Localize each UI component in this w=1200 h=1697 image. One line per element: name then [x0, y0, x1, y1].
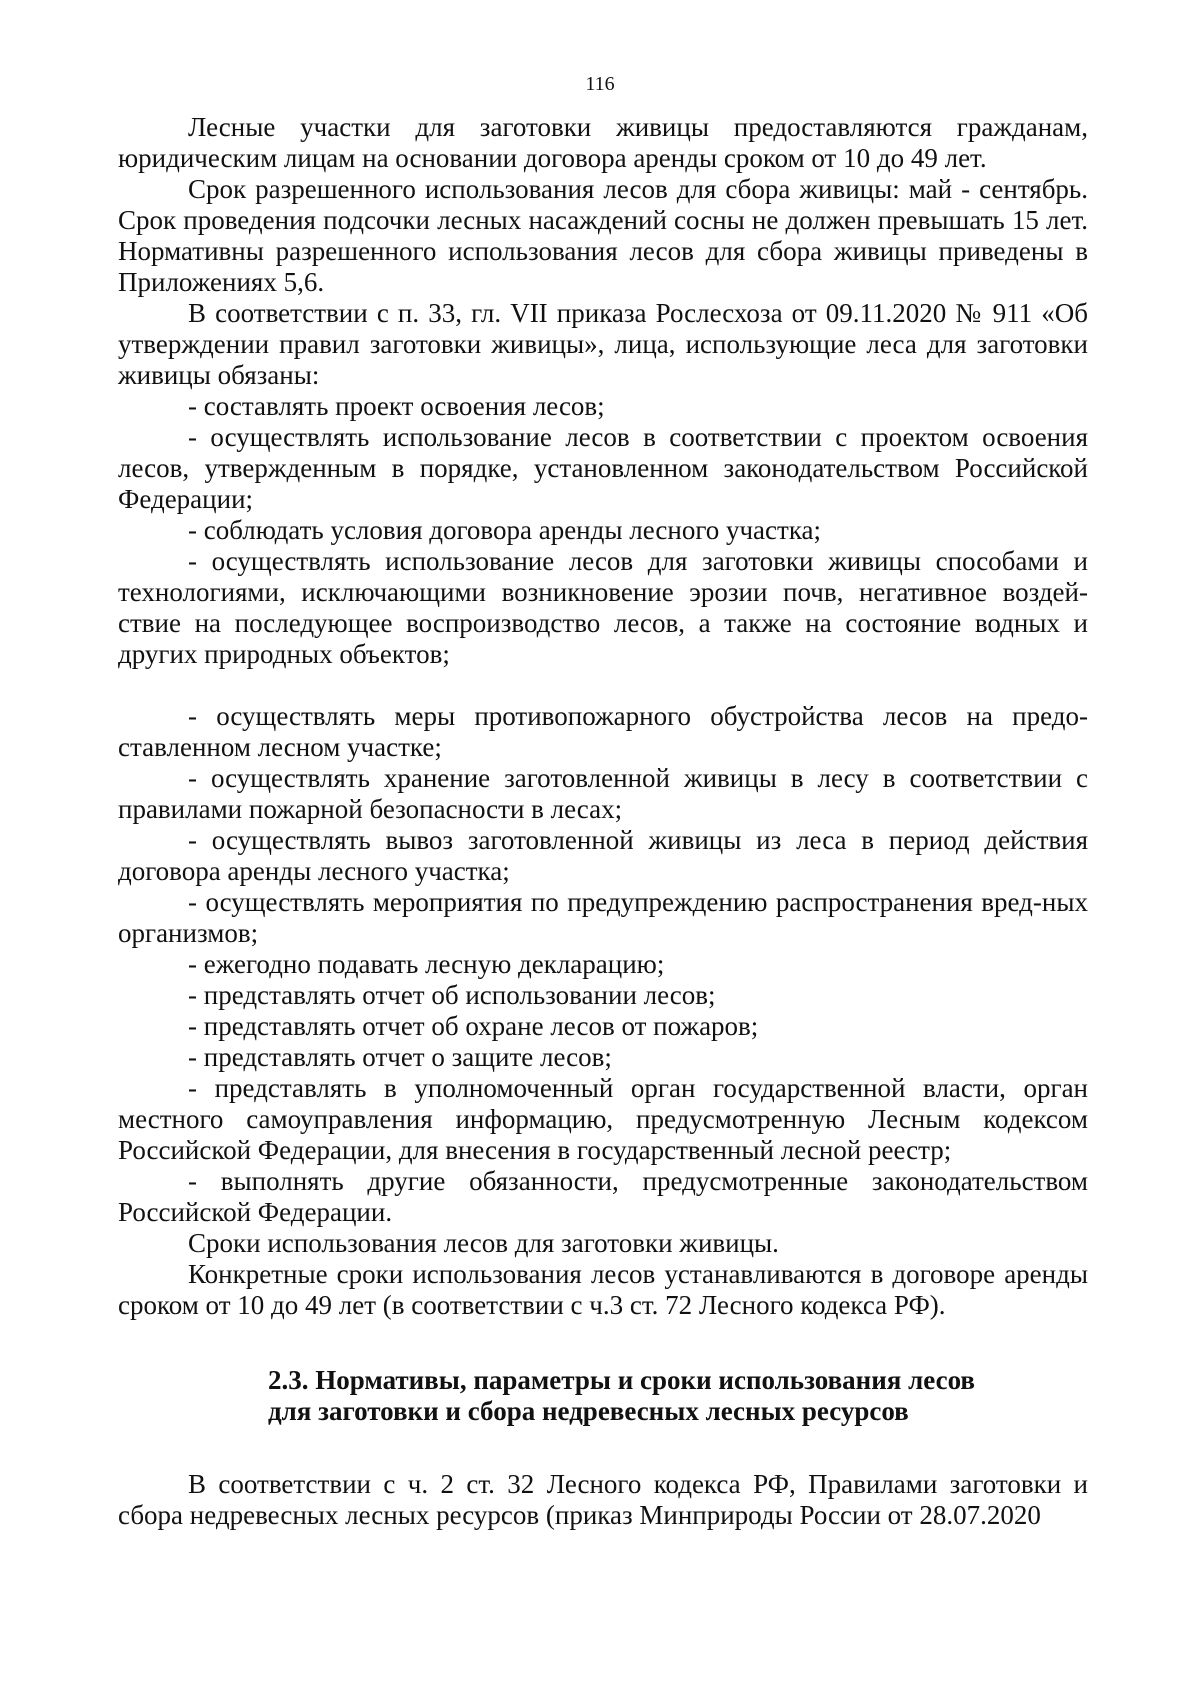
page-number: 116 — [585, 73, 615, 95]
paragraph: Лесные участки для заготовки живицы предоставляются гражданам, юридическим лицам на основании договора аренды сроком от 10 до 49 лет. — [118, 112, 1088, 173]
paragraph: Конкретные сроки использования лесов устанавливаются в договоре аренды сроком от 10 до 49 лет (в соответствии с ч.3 ст. 72 Лесного кодекса РФ). — [118, 1259, 1088, 1320]
section-heading-line-1: 2.3. Нормативы, параметры и сроки использования лесов — [268, 1365, 975, 1395]
list-item: - представлять отчет об использовании лесов; — [188, 980, 716, 1010]
list-item: - представлять отчет об охране лесов от пожаров; — [188, 1011, 759, 1041]
list-item: - осуществлять использование лесов в соответствии с проектом освоения лесов, утвержденным в порядке, установленном законодательством Российской Федерации; — [118, 422, 1088, 514]
page-content — [118, 112, 1088, 1531]
paragraph: В соответствии с п. 33, гл. VII приказа Рослесхоза от 09.11.2020 № 911 «Об утверждении правил заготовки живицы», лица, использующие леса для заготовки живицы обязаны: — [118, 298, 1088, 390]
list-item: - осуществлять мероприятия по предупреждению распространения вред-ных организмов; — [118, 887, 1088, 948]
list-item: - представлять отчет о защите лесов; — [188, 1042, 612, 1072]
paragraph: Сроки использования лесов для заготовки живицы. — [188, 1228, 779, 1258]
list-item: - соблюдать условия договора аренды лесного участка; — [188, 515, 822, 545]
blank-line — [118, 670, 1088, 701]
list-item: - выполнять другие обязанности, предусмотренные законодательством Российской Федерации. — [118, 1166, 1088, 1227]
list-item: - осуществлять меры противопожарного обустройства лесов на предо-ставленном лесном участке; — [118, 701, 1088, 762]
list-item: - представлять в уполномоченный орган государственной власти, орган местного самоуправления информацию, предусмотренную Лесным кодексом Российской Федерации, для внесения в государственный лесной реестр; — [118, 1073, 1088, 1165]
list-item: - осуществлять вывоз заготовленной живицы из леса в период действия договора аренды лесного участка; — [118, 825, 1088, 886]
list-item: - ежегодно подавать лесную декларацию; — [188, 949, 665, 979]
list-item: - осуществлять использование лесов для заготовки живицы способами и технологиями, исключающими возникновение эрозии почв, негативное воздей-ствие на последующее воспроизводство лесов, а также на состояние водных и других природных объектов; — [118, 546, 1088, 669]
section-heading-line-2: для заготовки и сбора недревесных лесных ресурсов — [268, 1396, 909, 1426]
list-item: - осуществлять хранение заготовленной живицы в лесу в соответствии с правилами пожарной безопасности в лесах; — [118, 763, 1088, 824]
list-item: - составлять проект освоения лесов; — [188, 391, 605, 421]
paragraph: В соответствии с ч. 2 ст. 32 Лесного кодекса РФ, Правилами заготовки и сбора недревесных лесных ресурсов (приказ Минприроды России от 28.07.2020 — [118, 1469, 1088, 1530]
section-heading — [118, 1365, 1088, 1427]
paragraph: Срок разрешенного использования лесов для сбора живицы: май - сентябрь. Срок проведения подсочки лесных насаждений сосны не должен превышать 15 лет. Нормативны разрешенного использования лесов для сбора живицы приведены в Приложениях 5,6. — [118, 174, 1088, 297]
